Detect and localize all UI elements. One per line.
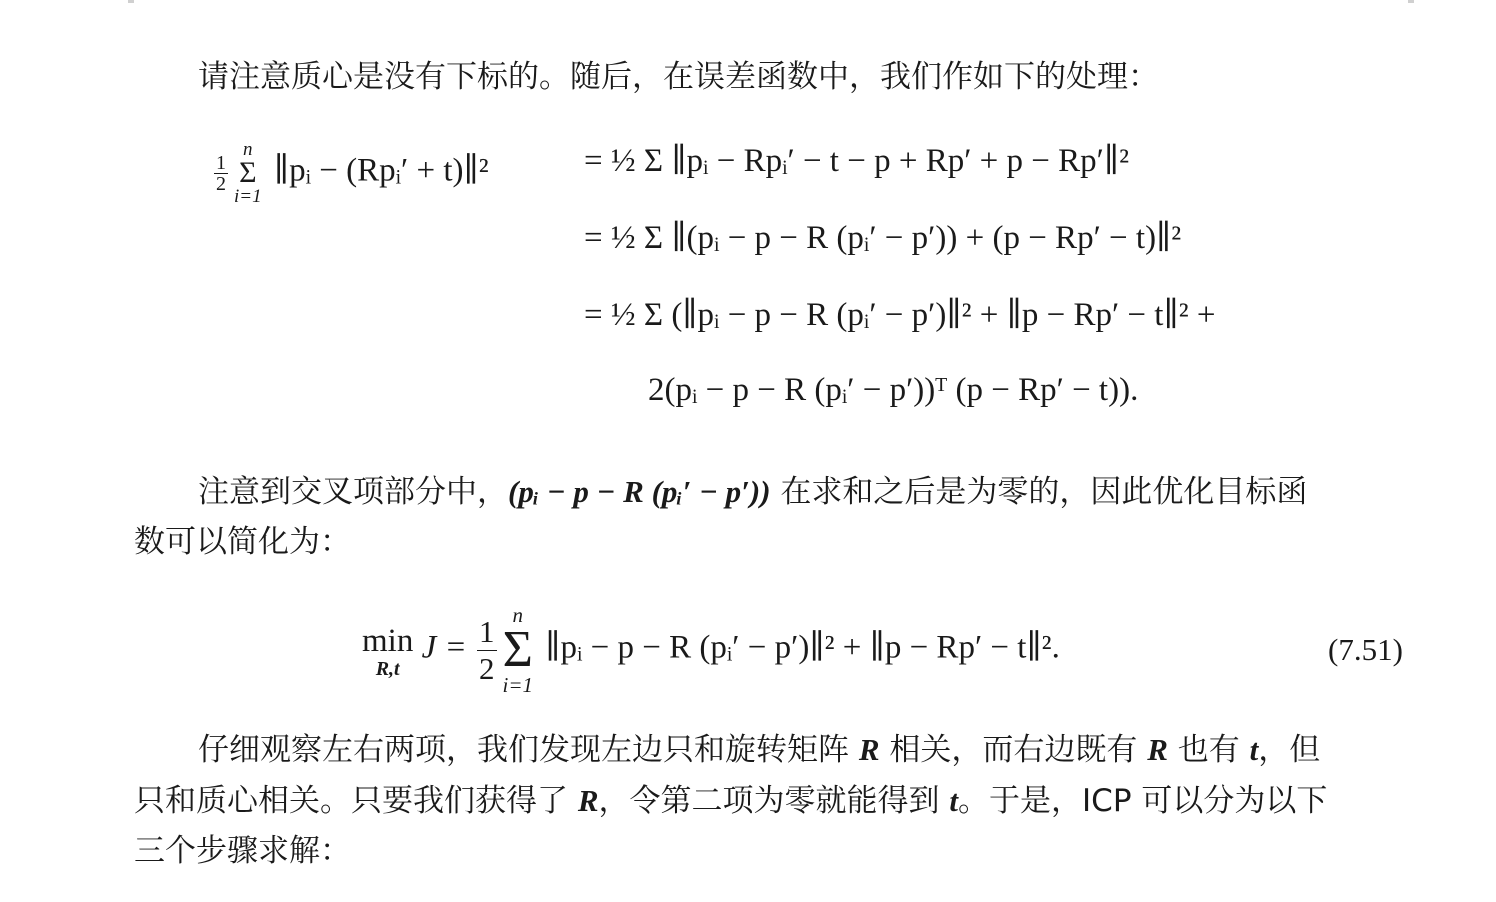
- objective-equation: [362, 604, 1060, 696]
- cross-term-math: (pᵢ − p − R (pᵢ′ − p′)): [508, 474, 771, 509]
- objective-body: ∥pᵢ − p − R (pᵢ′ − p′)∥² + ∥p − Rp′ − t∥².: [545, 629, 1060, 666]
- objective-lhs: J =: [421, 629, 467, 666]
- derivation-lhs-term: ∥pᵢ − (Rpᵢ′ + t)∥²: [273, 152, 489, 189]
- page-corner-mark: [1408, 0, 1414, 3]
- derivation-row-1: [584, 140, 1129, 180]
- derivation-row-2-text: = ½ Σ ∥(pᵢ − p − R (pᵢ′ − p′)) + (p − Rp′ − t)∥²: [584, 220, 1182, 256]
- derivation-lhs: [212, 140, 489, 206]
- derivation-row-3: [584, 294, 1215, 334]
- paragraph-analysis-line-3: 三个步骤求解：: [134, 833, 351, 869]
- derivation-row-3-text: = ½ Σ (∥pᵢ − p − R (pᵢ′ − p′)∥² + ∥p − Rp′ − t∥² +: [584, 297, 1216, 333]
- summation: n Σ i=1: [234, 139, 262, 207]
- derivation-row-4: [648, 372, 1138, 409]
- summation-large: n Σ i=1: [502, 603, 534, 697]
- fraction-half-large: $\frac{1}{2}$: [479, 613, 495, 686]
- equation-number: (7.51): [1328, 632, 1403, 667]
- min-operator: min R,t: [362, 622, 414, 680]
- paragraph-analysis-line-2: 只和质心相关。只要我们获得了 R，令第二项为零就能得到 t。于是，ICP 可以分为以下: [134, 783, 1328, 819]
- page-corner-mark: [128, 0, 134, 3]
- derivation-row-2: [584, 217, 1181, 257]
- fraction-half: $\frac{1}{2}$: [216, 151, 226, 195]
- paragraph-analysis-line-1: 仔细观察左右两项，我们发现左边只和旋转矩阵 R 相关，而右边既有 R 也有 t，但: [198, 732, 1321, 768]
- derivation-row-1-text: = ½ Σ ∥pᵢ − Rpᵢ′ − t − p + Rp′ + p − Rp′∥²: [584, 143, 1130, 179]
- paragraph-cross-term-cont: 数可以简化为：: [134, 524, 351, 560]
- derivation-row-4-text: 2(pᵢ − p − R (pᵢ′ − p′))ᵀ (p − Rp′ − t)).: [648, 372, 1139, 408]
- paragraph-cross-term: 注意到交叉项部分中，(pᵢ − p − R (pᵢ′ − p′)) 在求和之后是为零的，因此优化目标函: [198, 474, 1308, 510]
- paragraph-intro: 请注意质心是没有下标的。随后，在误差函数中，我们作如下的处理：: [198, 59, 1159, 95]
